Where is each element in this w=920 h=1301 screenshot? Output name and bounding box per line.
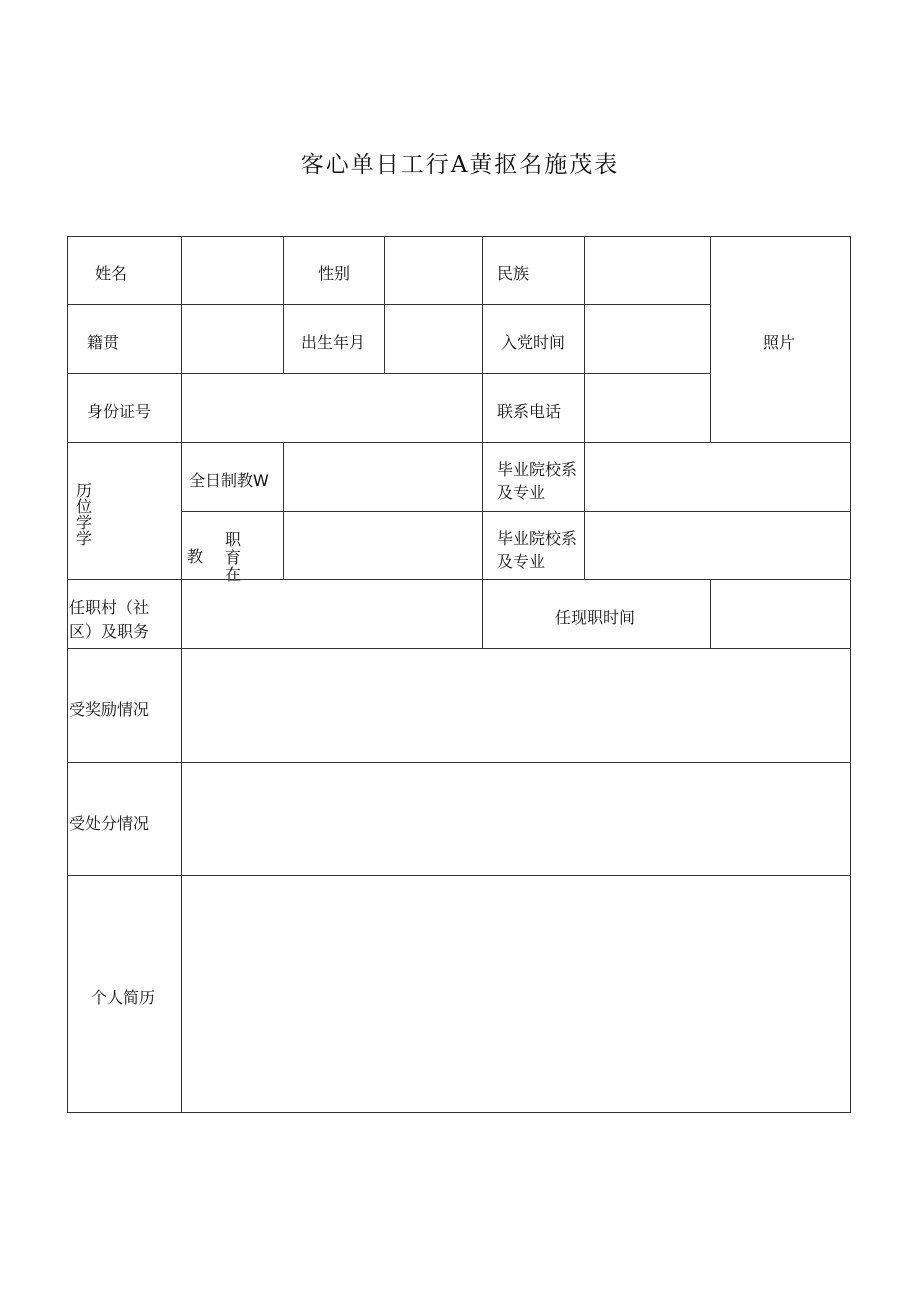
inservice-label-zhi: 职 [225,530,242,549]
gender-label-cell [283,236,385,305]
photo-cell[interactable] [710,236,851,443]
awards-label: 受奖励情况 [69,700,150,719]
position-field[interactable] [181,579,483,649]
school-major-1-label-line1: 毕业院校系 [497,460,578,479]
id-number-field[interactable] [181,373,483,443]
current-tenure-field[interactable] [710,579,851,649]
photo-label: 照片 [763,333,796,352]
school-major-1-label-line2: 及专业 [497,483,546,502]
party-join-time-label-cell [482,304,585,374]
awards-label-cell [67,648,182,763]
form-title: 客心单日工行A黄抠名施茂表 [300,152,620,178]
phone-label-cell [482,373,585,443]
phone-label: 联系电话 [497,402,562,421]
school-major-2-label-line2: 及专业 [497,552,546,571]
position-label-line1: 任职村（社 [69,598,150,617]
birth-date-label: 出生年月 [301,333,366,352]
school-major-1-field[interactable] [584,442,851,512]
native-place-field[interactable] [181,304,284,374]
school-major-2-label-cell [482,511,585,580]
awards-field[interactable] [181,648,851,763]
resume-label-cell [67,875,182,1113]
birth-date-label-cell [283,304,385,374]
native-place-label: 籍贯 [87,333,120,352]
id-number-label: 身份证号 [87,402,152,421]
school-major-2-field[interactable] [584,511,851,580]
party-join-time-label: 入党时间 [501,333,566,352]
current-tenure-label-cell [482,579,711,649]
fulltime-education-label: 全日制教W [189,471,269,490]
inservice-education-field[interactable] [283,511,483,580]
ethnicity-field[interactable] [584,236,711,305]
punishments-label-cell [67,762,182,876]
inservice-label-zai: 在 [225,565,242,584]
fulltime-education-label-cell [181,442,284,512]
ethnicity-label-cell [482,236,585,305]
education-group-label-cell [67,442,182,580]
school-major-1-label-cell [482,442,585,512]
ethnicity-label: 民族 [497,264,530,283]
position-label-line2: 区）及职务 [69,622,150,641]
inservice-label-jiao: 教 [187,547,204,566]
native-place-label-cell [67,304,182,374]
inservice-education-label-cell [181,511,284,584]
name-label: 姓名 [95,264,128,283]
gender-label: 性别 [318,264,351,283]
id-number-label-cell [67,373,182,443]
name-field[interactable] [181,236,284,305]
resume-label: 个人简历 [91,988,156,1007]
gender-field[interactable] [384,236,483,305]
school-major-2-label-line1: 毕业院校系 [497,529,578,548]
name-label-cell [67,236,182,305]
birth-date-field[interactable] [384,304,483,374]
party-join-time-field[interactable] [584,304,711,374]
resume-field[interactable] [181,875,851,1113]
education-group-label: 历位学学 [76,481,93,548]
inservice-label-yu: 育 [225,548,242,567]
punishments-field[interactable] [181,762,851,876]
fulltime-education-field[interactable] [283,442,483,512]
current-tenure-label: 任现职时间 [555,608,636,627]
punishments-label: 受处分情况 [69,814,150,833]
phone-field[interactable] [584,373,711,443]
position-label-cell [67,579,182,649]
